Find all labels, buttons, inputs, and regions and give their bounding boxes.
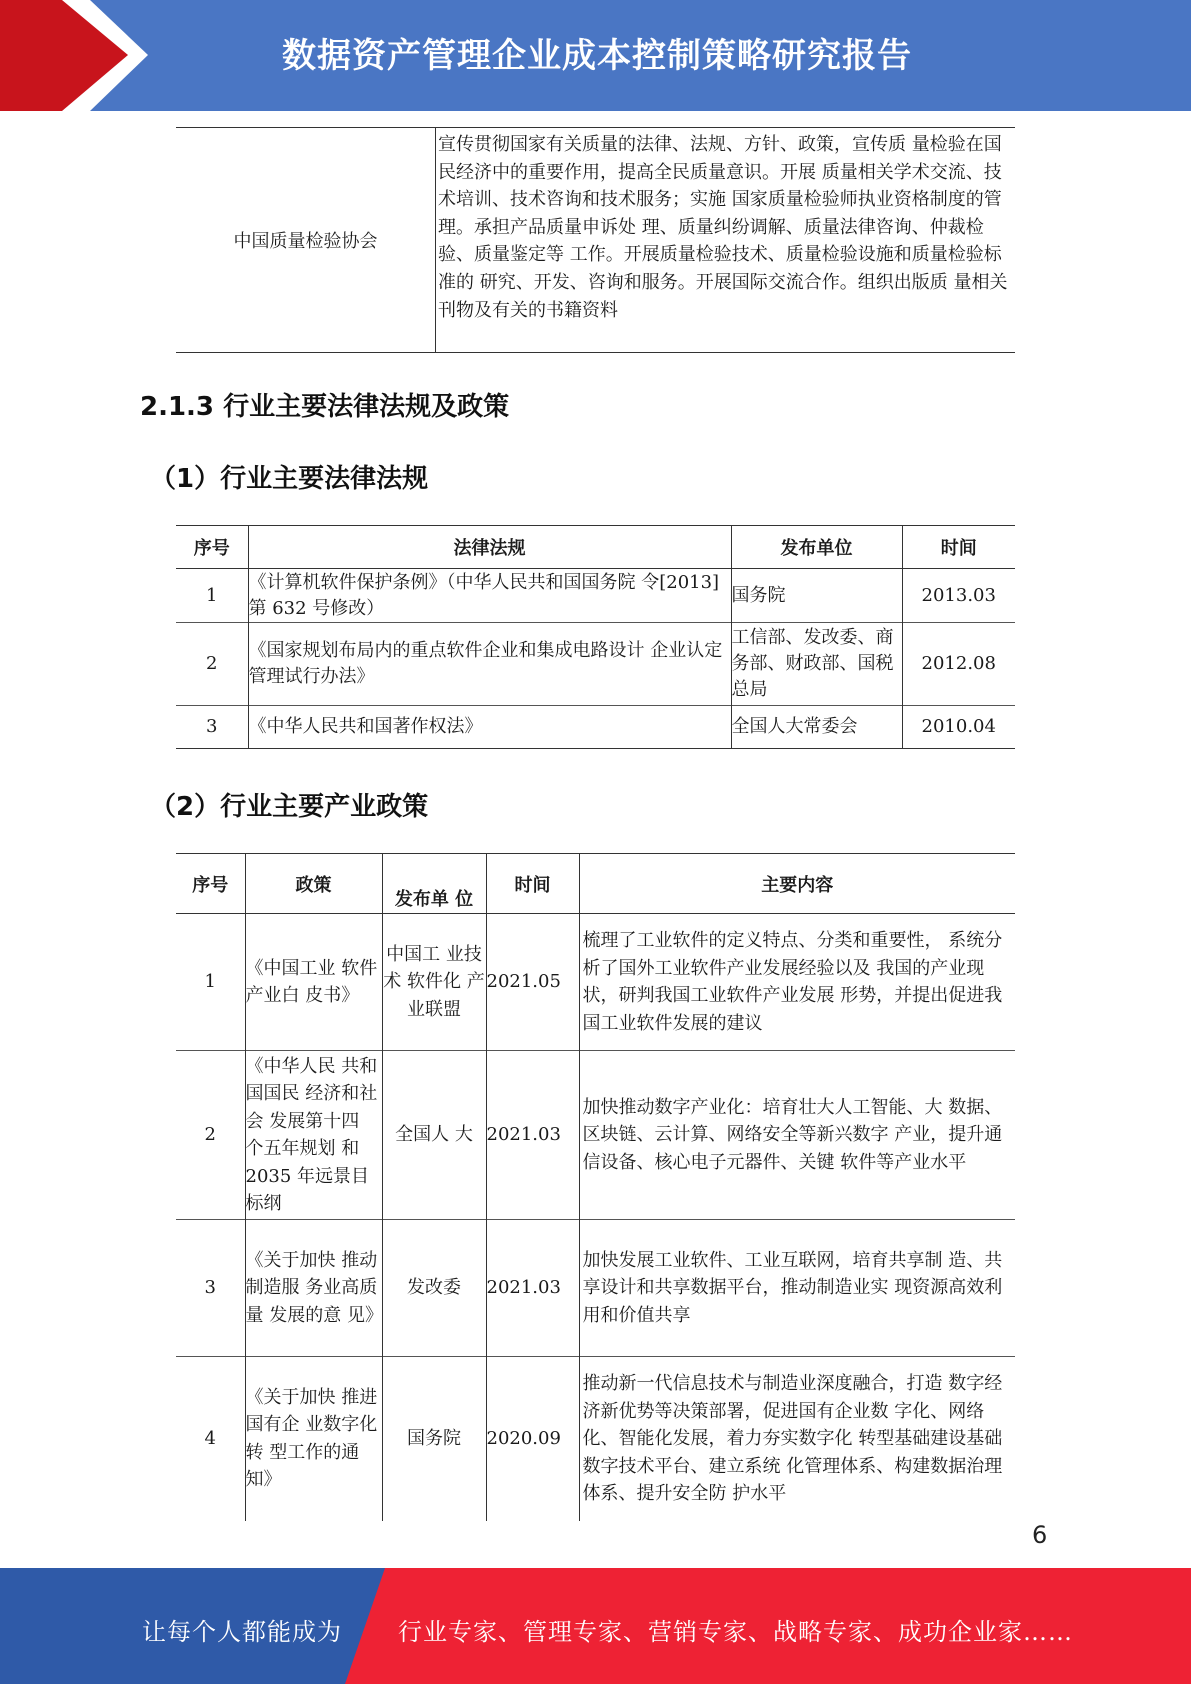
column-header: 序号: [176, 854, 245, 914]
issuer: 国务院: [731, 569, 902, 623]
footer-slogan-right: 行业专家、管理专家、营销专家、战略专家、成功企业家……: [398, 1618, 1073, 1646]
table-row: [176, 623, 1015, 706]
footer-slogan-left: 让每个人都能成为: [142, 1618, 342, 1646]
issuer: 中国工 业技术 软件化 产业联盟: [382, 914, 486, 1051]
footer-banner: [0, 1568, 1191, 1684]
column-header: 发布单 位: [382, 854, 486, 914]
section-heading: 2.1.3 行业主要法律法规及政策: [140, 392, 510, 422]
row-number: 1: [176, 914, 245, 1051]
association-description: 宣传贯彻国家有关质量的法律、法规、方针、政策，宣传质 量检验在国民经济中的重要作用，提高全民质量意识。开展 质量相关学术交流、技术培训、技术咨询和技术服务；实施 国家质量检验师执业资格制度的管理。承担产品质量申诉处 理、质量纠纷调解、质量法律咨询、仲裁检验、质量鉴定等 工作。开展质量检验技术、质量检验设施和质量检验标准的 研究、开发、咨询和服务。开展国际交流合作。组织出版质 量相关刊物及有关的书籍资料: [438, 134, 1008, 321]
policy-content: 加快发展工业软件、工业互联网，培育共享制 造、共享设计和共享数据平台，推动制造业实 现资源高效利用和价值共享: [579, 1220, 1015, 1357]
table-row: [176, 914, 1015, 1051]
table-row: [176, 1357, 1015, 1521]
column-header: 主要内容: [579, 854, 1015, 914]
association-name: 中国质量检验协会: [176, 128, 436, 353]
date: 2020.09: [486, 1357, 579, 1521]
date: 2012.08: [902, 623, 1015, 706]
law-name: 《中华人民共和国著作权法》: [248, 706, 731, 749]
date: 2021.03: [486, 1051, 579, 1220]
table-row: [176, 1051, 1015, 1220]
row-number: 3: [176, 1220, 245, 1357]
column-header: 政策: [245, 854, 382, 914]
issuer: 国务院: [382, 1357, 486, 1521]
date: 2010.04: [902, 706, 1015, 749]
law-name: 《国家规划布局内的重点软件企业和集成电路设计 企业认定管理试行办法》: [248, 623, 731, 706]
row-number: 2: [176, 1051, 245, 1220]
laws-table: [176, 525, 1015, 749]
row-number: 2: [176, 623, 248, 706]
header-title: 数据资产管理企业成本控制策略研究报告: [282, 36, 912, 76]
table-header-row: [176, 526, 1015, 569]
column-header: 时间: [902, 526, 1015, 569]
policy-content: 加快推动数字产业化：培育壮大人工智能、大 数据、区块链、云计算、网络安全等新兴数字 产业，提升通信设备、核心电子元器件、关键 软件等产业水平: [579, 1051, 1015, 1220]
policy-name: 《中国工业 软件产业白 皮书》: [245, 914, 382, 1051]
issuer: 发改委: [382, 1220, 486, 1357]
association-table: [176, 127, 1015, 353]
table-row: [176, 706, 1015, 749]
issuer: 工信部、发改委、商务部、财政部、国税总局: [731, 623, 902, 706]
header-banner: [0, 0, 1191, 111]
date: 2013.03: [902, 569, 1015, 623]
laws-heading: （1）行业主要法律法规: [150, 464, 429, 494]
policy-content: 梳理了工业软件的定义特点、分类和重要性， 系统分析了国外工业软件产业发展经验以及 我国的产业现状，研判我国工业软件产业发展 形势，并提出促进我国工业软件发展的建议: [579, 914, 1015, 1051]
row-number: 3: [176, 706, 248, 749]
policy-content: 推动新一代信息技术与制造业深度融合，打造 数字经济新优势等决策部署，促进国有企业数 字化、网络化、智能化发展，着力夯实数字化 转型基础建设基础数字技术平台、建立系统 化管理体系、构建数据治理体系、提升安全防 护水平: [579, 1357, 1015, 1521]
page-number: 6: [1032, 1521, 1048, 1549]
table-row: [176, 1220, 1015, 1357]
law-name: 《计算机软件保护条例》（中华人民共和国国务院 令[2013]第 632 号修改）: [248, 569, 731, 623]
table-header-row: [176, 854, 1015, 914]
issuer: 全国人大常委会: [731, 706, 902, 749]
policy-name: 《关于加快 推进国有企 业数字化转 型工作的通 知》: [245, 1357, 382, 1521]
column-header: 时间: [486, 854, 579, 914]
row-number: 4: [176, 1357, 245, 1521]
date: 2021.05: [486, 914, 579, 1051]
row-number: 1: [176, 569, 248, 623]
table-row: [176, 569, 1015, 623]
table-row: [176, 128, 1015, 353]
date: 2021.03: [486, 1220, 579, 1357]
policy-name: 《关于加快 推动制造服 务业高质量 发展的意 见》: [245, 1220, 382, 1357]
policy-name: 《中华人民 共和国国民 经济和社会 发展第十四 个五年规划 和 2035 年远景目标纲: [245, 1051, 382, 1220]
column-header: 序号: [176, 526, 248, 569]
issuer: 全国人 大: [382, 1051, 486, 1220]
column-header: 发布单位: [731, 526, 902, 569]
column-header: 法律法规: [248, 526, 731, 569]
policy-table: [176, 853, 1015, 1521]
policy-heading: （2）行业主要产业政策: [150, 792, 429, 822]
